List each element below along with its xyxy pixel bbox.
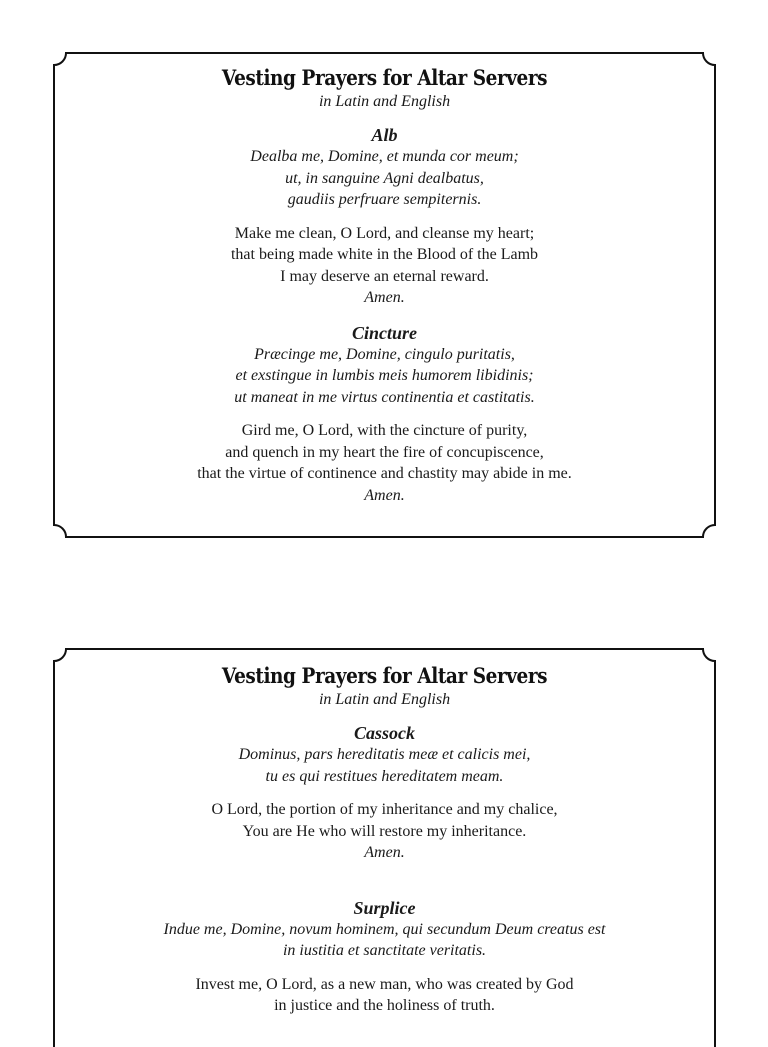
english-text-surplice: Invest me, O Lord, as a new man, who was created by God in justice and the holiness of truth.	[195, 975, 574, 1014]
english-text-alb: Make me clean, O Lord, and cleanse my heart; that being made white in the Blood of the Lamb I may deserve an eternal reward. Amen.	[52, 223, 717, 309]
section-heading-alb: Alb	[371, 125, 398, 145]
section-heading-surplice: Surplice	[353, 897, 416, 918]
amen-text: Amen.	[364, 486, 405, 504]
amen-text: Amen.	[364, 289, 405, 306]
latin-text-cassock: Dominus, pars hereditatis meæ et calicis mei, tu es qui restitues hereditatem meam.	[238, 746, 531, 785]
card-subtitle: in Latin and English	[318, 93, 451, 110]
latin-text-surplice: Indue me, Domine, novum hominem, qui secundum Deum creatus est in iustitia et sanctitate veritatis.	[163, 920, 606, 959]
card-title: Vesting Prayers for Altar Servers	[221, 663, 548, 688]
latin-text-alb: Dealba me, Domine, et munda cor meum; ut, in sanguine Agni dealbatus, gaudiis perfruare sempiternis.	[250, 148, 519, 208]
section-heading-cincture: Cincture	[351, 322, 417, 343]
section-heading-cassock: Cassock	[353, 723, 415, 743]
english-text-cincture: Gird me, O Lord, with the cincture of purity, and quench in my heart the fire of concupiscence, that the virtue of continence and chastity may abide in me. Amen.	[52, 420, 717, 506]
card-subtitle: in Latin and English	[318, 691, 451, 708]
english-text-cassock: O Lord, the portion of my inheritance and my chalice, You are He who will restore my inheritance. Amen.	[52, 799, 717, 864]
latin-text-cincture: Præcinge me, Domine, cingulo puritatis, et exstingue in lumbis meis humorem libidinis; ut maneat in me virtus continentia et castitatis.	[234, 345, 535, 406]
card-title: Vesting Prayers for Altar Servers	[221, 65, 548, 90]
prayer-card-2	[52, 647, 717, 1024]
prayer-card-1	[52, 51, 717, 539]
amen-text: Amen.	[364, 844, 405, 861]
